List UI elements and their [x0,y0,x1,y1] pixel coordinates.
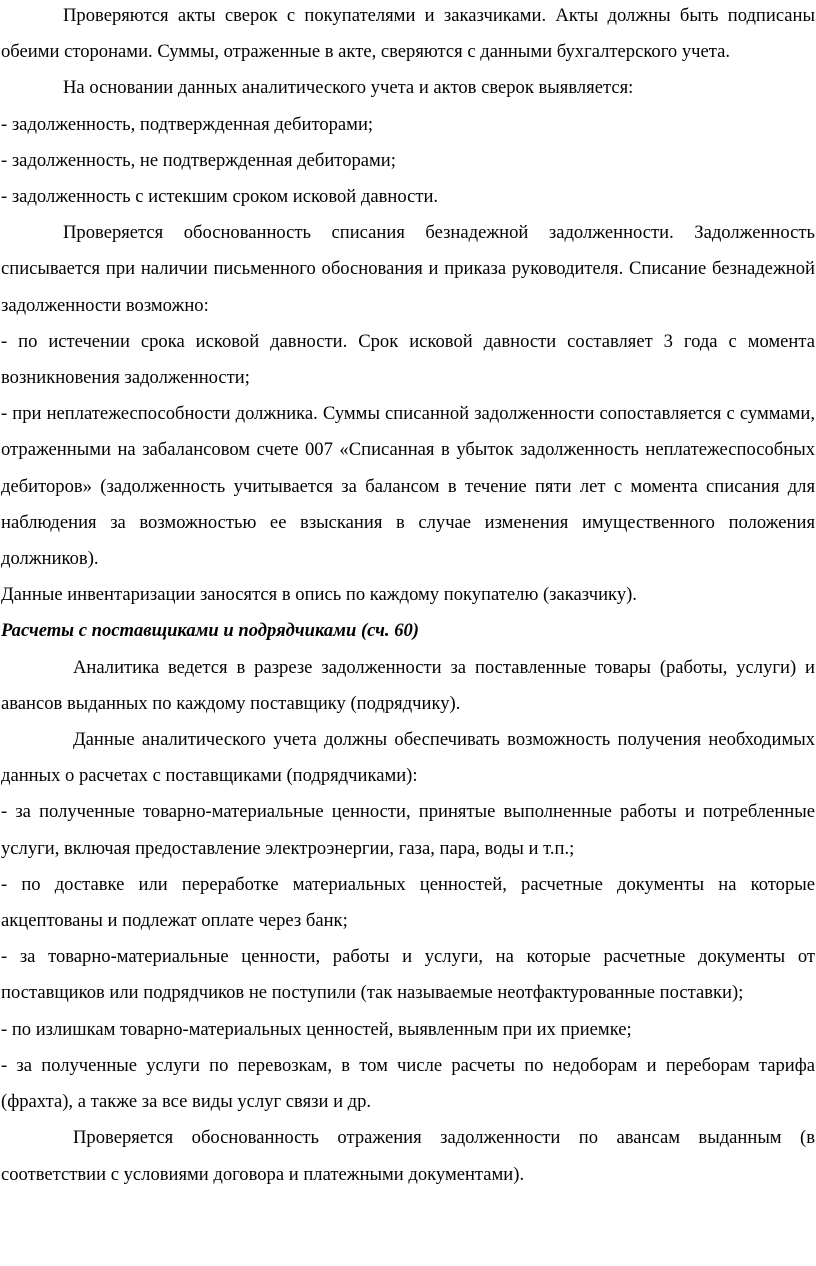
paragraph-analytics: Аналитика ведется в разрезе задолженности за поставленные товары (работы, услуги) и авансов выданных по каждому поставщику (подрядчику). [1,656,815,714]
list-item: - по доставке или переработке материальных ценностей, расчетные документы на которые акцептованы и подлежат оплате через банк; [1,873,815,932]
paragraph-analytics-data: Данные аналитического учета должны обеспечивать возможность получения необходимых данных о расчетах с поставщиками (подрядчиками): [1,729,815,787]
list-item: - задолженность с истекшим сроком исковой давности. [1,186,439,208]
paragraph-bad-debt-writeoff: Проверяется обоснованность списания безнадежной задолженности. Задолженность списывается при наличии письменного обоснования и приказа руководителя. Списание безнадежной задолженности возможно: [1,222,815,316]
list-item: - при неплатежеспособности должника. Суммы списанной задолженности сопоставляется с суммами, отраженными на забалансовом счете 007 «Списанная в убыток задолженность неплатежеспособных дебиторов» (задолженность учитывается за балансом в течение пяти лет с момента списания для наблюдения за возможностью ее взыскания в случае изменения имущественного положения должников). [1,403,815,570]
list-item: - задолженность, не подтвержденная дебиторами; [1,149,396,171]
list-item: - за полученные услуги по перевозкам, в том числе расчеты по недоборам и переборам тарифа (фрахта), а также за все виды услуг связи и др. [1,1054,815,1113]
list-item: - задолженность, подтвержденная дебиторами; [1,113,374,135]
list-item: - по истечении срока исковой давности. Срок исковой давности составляет 3 года с момента возникновения задолженности; [1,330,815,389]
paragraph-advances-check: Проверяется обоснованность отражения задолженности по авансам выданным (в соответствии с условиями договора и платежными документами). [1,1127,815,1185]
paragraph-inventory: Данные инвентаризации заносятся в опись по каждому покупателю (заказчику). [1,584,637,606]
paragraph-analysis-intro: На основании данных аналитического учета и актов сверок выявляется: [63,77,634,99]
list-item: - за полученные товарно-материальные ценности, принятые выполненные работы и потребленные услуги, включая предоставление электроэнергии, газа, пара, воды и т.п.; [1,801,815,859]
list-item: - за товарно-материальные ценности, работы и услуги, на которые расчетные документы от поставщиков или подрядчиков не поступили (так называемые неотфактурованные поставки); [1,946,815,1004]
list-item: - по излишкам товарно-материальных ценностей, выявленным при их приемке; [1,1018,632,1040]
paragraph-reconciliation-acts: Проверяются акты сверок с покупателями и заказчиками. Акты должны быть подписаны обеими сторонами. Суммы, отраженные в акте, сверяются с данными бухгалтерского учета. [1,5,815,63]
section-heading: Расчеты с поставщиками и подрядчиками (сч. 60) [1,620,419,642]
